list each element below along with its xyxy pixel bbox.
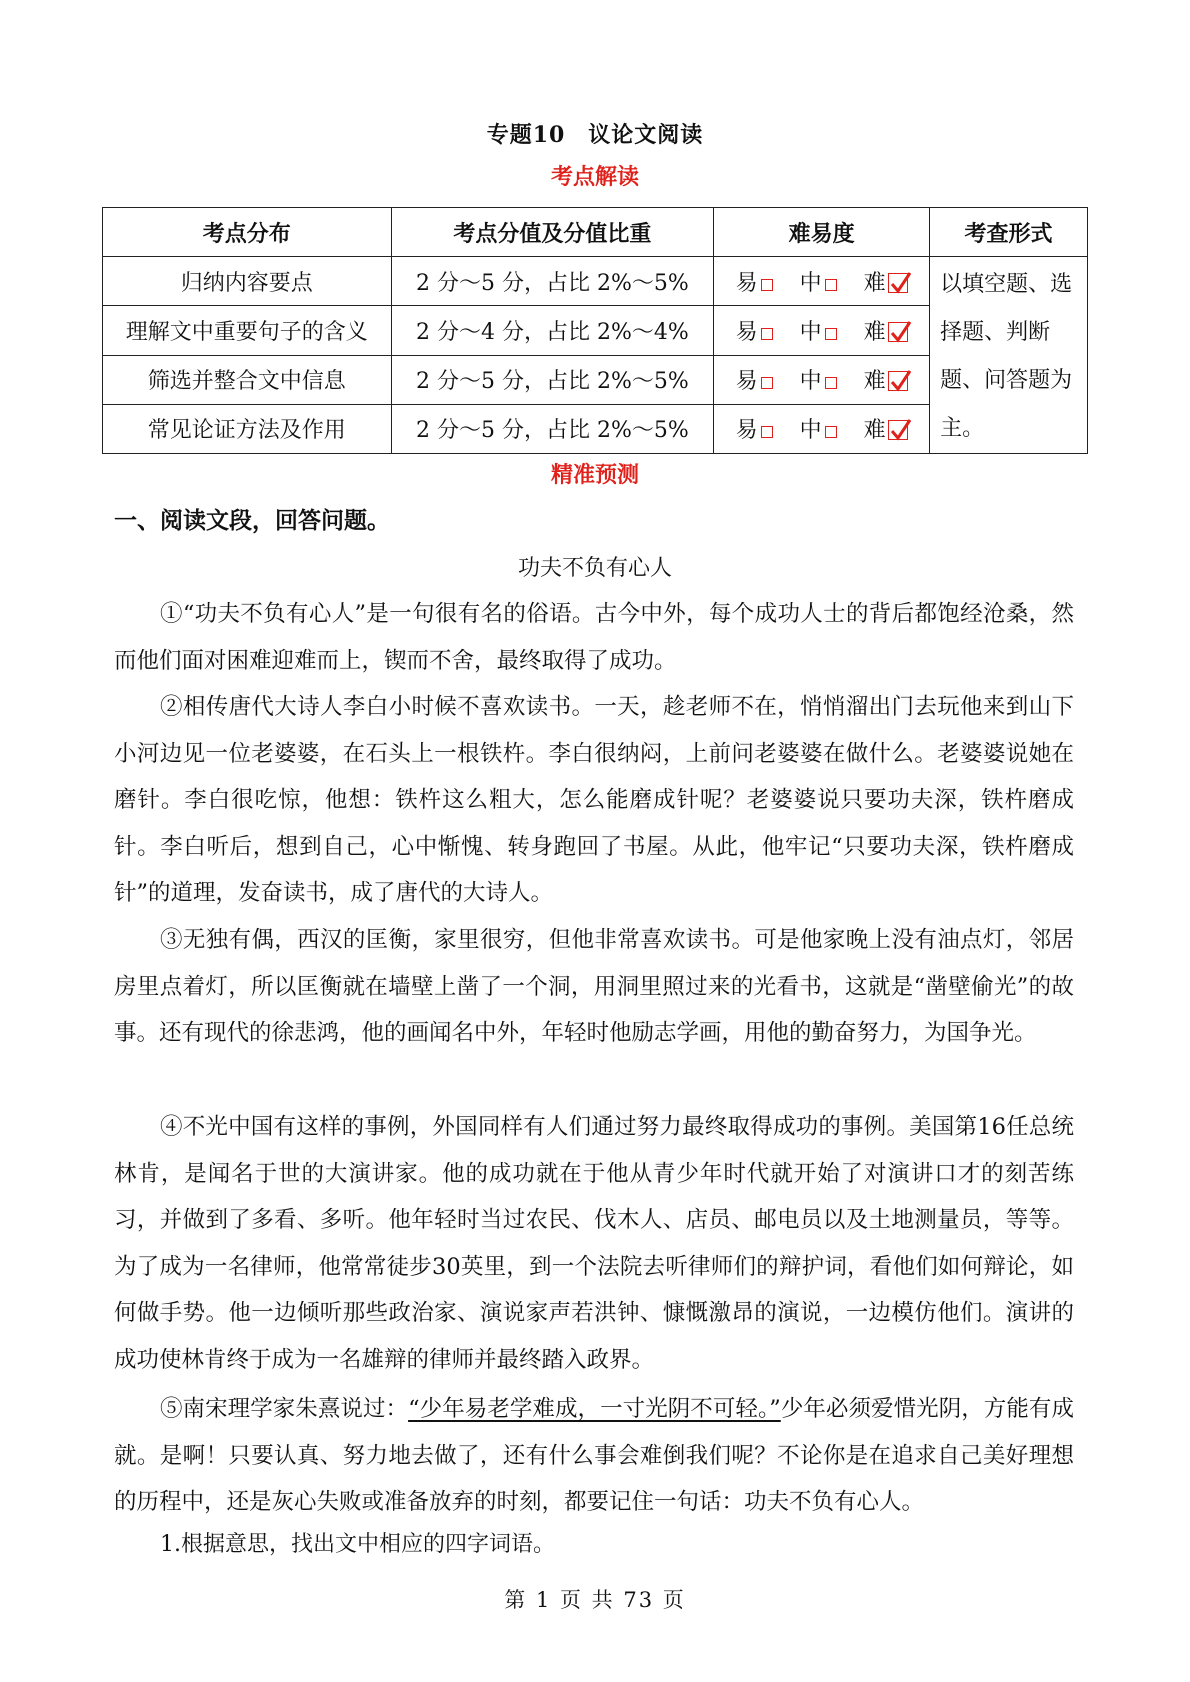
checkbox-icon bbox=[761, 328, 773, 340]
checked-box-icon bbox=[888, 371, 908, 391]
easy-label: 易 bbox=[735, 418, 758, 444]
checkbox-icon bbox=[825, 377, 837, 389]
checkbox-icon bbox=[825, 426, 837, 438]
medium-label: 中 bbox=[799, 369, 822, 395]
score-cell: 2 分～5 分，占比 2%～5% bbox=[391, 257, 714, 306]
page-title: 专题10 议论文阅读 bbox=[486, 122, 704, 148]
checkbox-icon bbox=[825, 328, 837, 340]
table-row bbox=[103, 257, 1088, 306]
hard-label: 难 bbox=[863, 418, 886, 444]
header-point: 考点分布 bbox=[103, 208, 392, 257]
checked-box-icon bbox=[888, 322, 908, 342]
yuce-header: 精准预测 bbox=[550, 462, 639, 488]
checkbox-icon bbox=[825, 279, 837, 291]
form-cell: 以填空题、选择题、判断题、问答题为主。 bbox=[930, 257, 1088, 454]
header-score: 考点分值及分值比重 bbox=[391, 208, 714, 257]
article-title: 功夫不负有心人 bbox=[517, 556, 672, 581]
medium-label: 中 bbox=[799, 418, 822, 444]
paragraph-5-body: 少年必须爱惜光阴，方能有成就。是啊！只要认真、努力地去做了，还有什么事会难倒我们呢？不论你是在追求自己美好理想的历程中，还是灰心失败或准备放弃的时刻，都要记住一句话：功夫不负有心人。 bbox=[114, 1396, 1074, 1516]
underlined-quote: “少年易老学难成，一寸光阴不可轻。” bbox=[408, 1396, 781, 1422]
paragraph-4: ④不光中国有这样的事例，外国同样有人们通过努力最终取得成功的事例。美国第16任总统林肯，是闻名于世的大演讲家。他的成功就在于他从青少年时代就开始了对演讲口才的刻苦练习，并做到了多看、多听。他年轻时当过农民、伐木人、店员、邮电员以及土地测量员，等等。为了成为一名律师，他常常徒步30英里，到一个法院去听律师们的辩护词，看他们如何辩论，如何做手势。他一边倾听那些政治家、演说家声若洪钟、慷慨激昂的演说，一边模仿他们。演讲的成功使林肯终于成为一名雄辩的律师并最终踏入政界。 bbox=[114, 1114, 1074, 1373]
difficulty-cell bbox=[714, 404, 930, 453]
exam-points-table bbox=[102, 207, 1088, 454]
easy-label: 易 bbox=[735, 319, 758, 345]
difficulty-cell bbox=[714, 257, 930, 306]
header-difficulty: 难易度 bbox=[714, 208, 930, 257]
paragraph-1: ①“功夫不负有心人”是一句很有名的俗语。古今中外，每个成功人士的背后都饱经沧桑，然而他们面对困难迎难而上，锲而不舍，最终取得了成功。 bbox=[114, 601, 1074, 674]
hard-label: 难 bbox=[863, 369, 886, 395]
checkbox-icon bbox=[761, 377, 773, 389]
checkbox-icon bbox=[761, 279, 773, 291]
easy-label: 易 bbox=[735, 369, 758, 395]
paragraph-5-intro: ⑤南宋理学家朱熹说过： bbox=[160, 1396, 409, 1422]
header-form: 考查形式 bbox=[930, 208, 1088, 257]
point-cell: 理解文中重要句子的含义 bbox=[103, 306, 392, 355]
page-footer: 第 1 页 共 73 页 bbox=[504, 1588, 686, 1612]
medium-label: 中 bbox=[799, 270, 822, 296]
point-cell: 归纳内容要点 bbox=[103, 257, 392, 306]
score-cell: 2 分～5 分，占比 2%～5% bbox=[391, 404, 714, 453]
difficulty-cell bbox=[714, 355, 930, 404]
easy-label: 易 bbox=[735, 270, 758, 296]
checked-box-icon bbox=[888, 420, 908, 440]
paragraph-3: ③无独有偶，西汉的匡衡，家里很穷，但他非常喜欢读书。可是他家晚上没有油点灯，邻居房里点着灯，所以匡衡就在墙壁上凿了一个洞，用洞里照过来的光看书，这就是“凿壁偷光”的故事。还有现代的徐悲鸿，他的画闻名中外，年轻时他励志学画，用他的勤奋努力，为国争光。 bbox=[114, 927, 1074, 1047]
section-heading: 一、阅读文段，回答问题。 bbox=[114, 507, 390, 534]
point-cell: 筛选并整合文中信息 bbox=[103, 355, 392, 404]
paragraph-5 bbox=[114, 1386, 1074, 1526]
medium-label: 中 bbox=[799, 319, 822, 345]
kaodian-header: 考点解读 bbox=[550, 164, 639, 190]
table-header-row bbox=[103, 208, 1088, 257]
score-cell: 2 分～5 分，占比 2%～5% bbox=[391, 355, 714, 404]
paragraph-2: ②相传唐代大诗人李白小时候不喜欢读书。一天，趁老师不在，悄悄溜出门去玩他来到山下小河边见一位老婆婆，在石头上一根铁杵。李白很纳闷，上前问老婆婆在做什么。老婆婆说她在磨针。李白很吃惊，他想：铁杵这么粗大，怎么能磨成针呢？老婆婆说只要功夫深，铁杵磨成针。李白听后，想到自己，心中惭愧、转身跑回了书屋。从此，他牢记“只要功夫深，铁杵磨成针”的道理，发奋读书，成了唐代的大诗人。 bbox=[114, 694, 1074, 907]
checkbox-icon bbox=[761, 426, 773, 438]
hard-label: 难 bbox=[863, 319, 886, 345]
hard-label: 难 bbox=[863, 270, 886, 296]
difficulty-cell bbox=[714, 306, 930, 355]
score-cell: 2 分～4 分，占比 2%～4% bbox=[391, 306, 714, 355]
checked-box-icon bbox=[888, 273, 908, 293]
question-1: 1.根据意思，找出文中相应的四字词语。 bbox=[160, 1532, 555, 1557]
point-cell: 常见论证方法及作用 bbox=[103, 404, 392, 453]
